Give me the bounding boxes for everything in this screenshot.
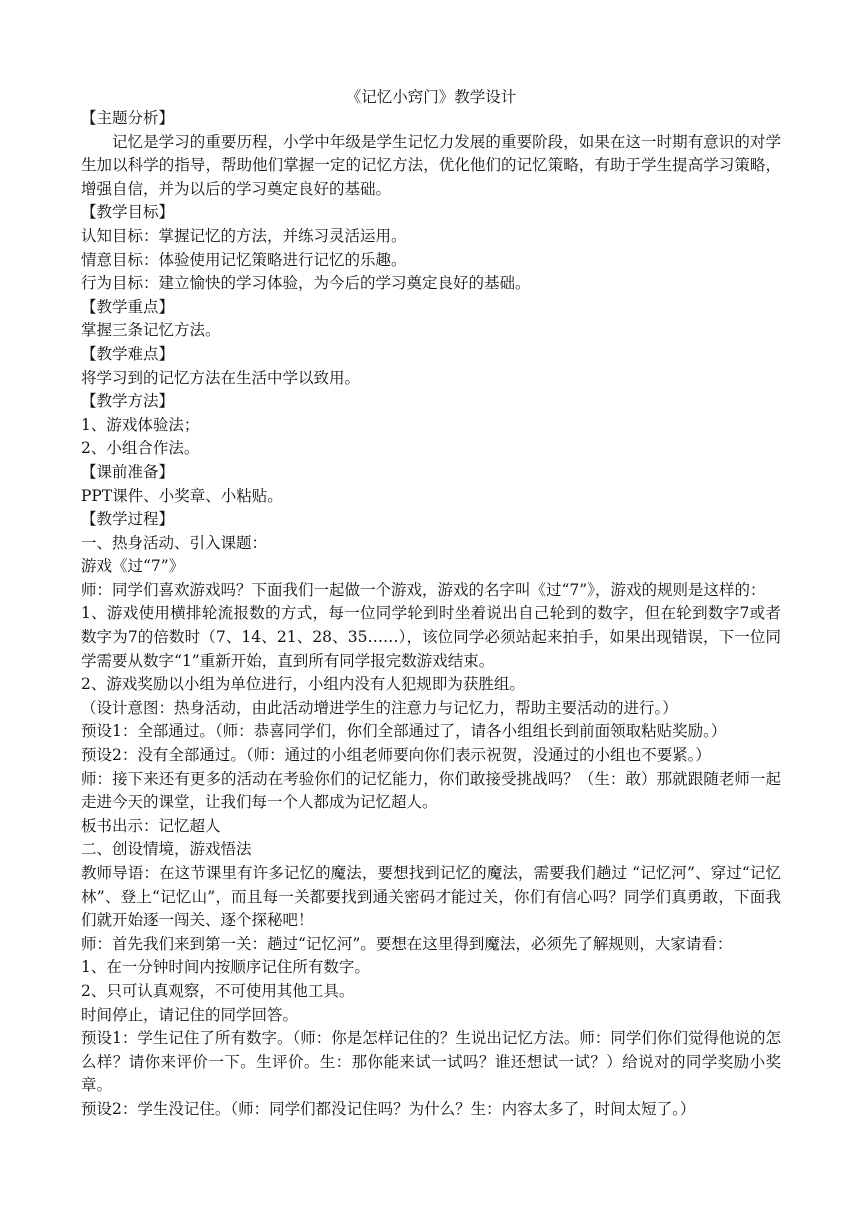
text-line: 预设1：全部通过。（师：恭喜同学们，你们全部通过了，请各小组组长到前面领取粘贴奖励。） [81,722,727,741]
paragraph: 师：接下来还有更多的活动在考验你们的记忆能力，你们敢接受挑战吗？（生：敢）那就跟随老师一起走进今天的课堂，让我们每一个人都成为记忆超人。 [81,769,781,812]
text-line: 板书出示：记忆超人 [81,816,221,835]
document-body [81,86,781,1122]
paragraph: 教师导语：在这节课里有许多记忆的魔法，要想找到记忆的魔法，需要我们趟过 “记忆河”、穿过“记忆林”、登上“记忆山”，而且每一关都要找到通关密码才能过关，你们有信心吗？同学们真勇敢，下面我们就开始逐一闯关、逐个探秘吧！ [81,864,781,930]
paragraph: 预设1：学生记住了所有数字。（师：你是怎样记住的？生说出记忆方法。师：同学们你们觉得他说的怎么样？请你来评价一下。生评价。生：那你能来试一试吗？谁还想试一试？）给说对的同学奖励小奖章。 [81,1029,781,1095]
text-line: 预设2：学生没记住。（师：同学们都没记住吗？为什么？生：内容太多了，时间太短了。） [81,1099,696,1118]
text-line: 预设2：没有全部通过。（师：通过的小组老师要向你们表示祝贺，没通过的小组也不要紧。） [81,746,711,765]
text-line: PPT课件、小奖章、小粘贴。 [81,486,283,505]
paragraph: 师：首先我们来到第一关：趟过“记忆河”。要想在这里得到魔法，必须先了解规则，大家请看： [81,934,733,953]
paragraph: 记忆是学习的重要历程，小学中年级是学生记忆力发展的重要阶段，如果在这一时期有意识的对学生加以科学的指导，帮助他们掌握一定的记忆方法，优化他们的记忆策略，有助于学生提高学习策略，增强自信，并为以后的学习奠定良好的基础。 [81,132,781,198]
text-line: 二、创设情境，游戏悟法 [81,840,252,859]
text-line: 认知目标：掌握记忆的方法，并练习灵活运用。 [81,226,407,245]
document-blocks [81,107,781,1122]
text-line: 行为目标：建立愉快的学习体验，为今后的学习奠定良好的基础。 [81,274,531,293]
section-heading: 【教学过程】 [81,510,175,529]
text-line: 1、游戏体验法； [81,415,200,434]
text-line: 将学习到的记忆方法在生活中学以致用。 [81,368,361,387]
paragraph: 1、游戏使用横排轮流报数的方式，每一位同学轮到时坐着说出自己轮到的数字，但在轮到数字7或者数字为7的倍数时（7、14、21、28、35……），该位同学必须站起来拍手，如果出现错误，下一位同学需要从数字“1”重新开始，直到所有同学报完数游戏结束。 [81,604,781,670]
text-line: 2、游戏奖励以小组为单位进行，小组内没有人犯规即为获胜组。 [81,675,525,694]
section-heading: 【课前准备】 [81,462,175,481]
section-heading: 【教学方法】 [81,392,175,411]
text-line: 2、只可认真观察，不可使用其他工具。 [81,981,355,1000]
section-heading: 【教学难点】 [81,344,175,363]
text-line: 时间停止，请记住的同学回答。 [81,1005,299,1024]
text-line: 1、在一分钟时间内按顺序记住所有数字。 [81,958,370,977]
text-line: 掌握三条记忆方法。 [81,321,221,340]
section-heading: 【教学重点】 [81,297,175,316]
text-line: 一、热身活动、引入课题： [81,533,268,552]
text-line: 情意目标：体验使用记忆策略进行记忆的乐趣。 [81,250,407,269]
paragraph: 师：同学们喜欢游戏吗？下面我们一起做一个游戏，游戏的名字叫《过“7”》，游戏的规则是这样的： [81,580,766,599]
document-title: 《记忆小窍门》教学设计 [345,88,517,106]
section-heading: 【教学目标】 [81,203,175,222]
text-line: 游戏《过“7”》 [81,557,185,576]
text-line: （设计意图：热身活动，由此活动增进学生的注意力与记忆力，帮助主要活动的进行。） [81,698,678,717]
section-heading: 【主题分析】 [81,109,175,127]
text-line: 2、小组合作法。 [81,439,200,458]
